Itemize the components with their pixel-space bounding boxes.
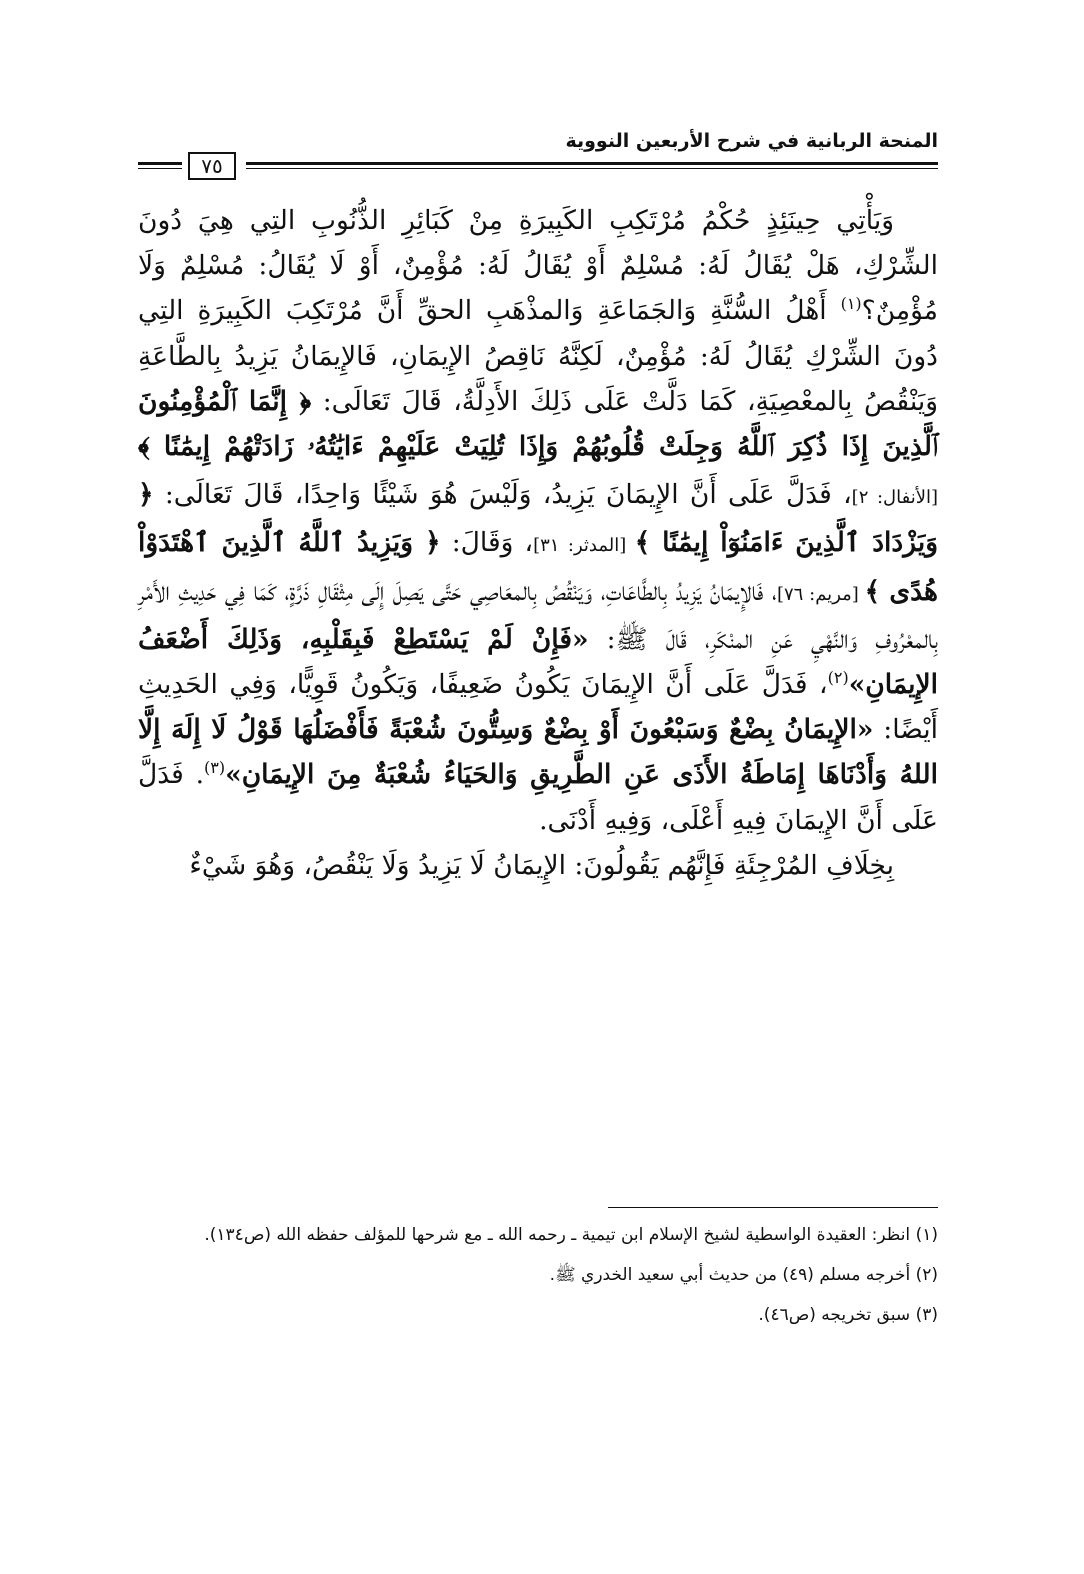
quran-reference-1: [الأنفال: ٢] — [851, 487, 938, 509]
footnote-marker-3: (٣) — [204, 758, 226, 778]
page-header — [138, 128, 938, 184]
text-segment: . فَدَلَّ عَلَى أَنَّ الإِيمَانَ فِيهِ أَعْلَى، وَفِيهِ أَدْنَى. — [138, 759, 938, 836]
footnote-number: (٣) — [915, 1305, 938, 1325]
footnote-text: انظر: العقيدة الواسطية لشيخ الإسلام ابن تيمية ـ رحمه الله ـ مع شرحها للمؤلف حفظه الله (ص١٣٤). — [204, 1225, 911, 1245]
quran-reference-3: [مريم: ٧٦] — [776, 583, 865, 605]
hadith-quote-1: «فَإِنْ لَمْ يَسْتَطِعْ فَبِقَلْبِهِ، وَذَلِكَ أَضْعَفُ الإِيمَانِ» — [138, 623, 938, 701]
text-segment: ، فَدَلَّ عَلَى أَنَّ الإِيمَانَ يَزِيدُ، وَلَيْسَ هُوَ شَيْئًا وَاحِدًا، قَالَ تَعَالَى: — [153, 479, 852, 511]
footnotes — [138, 1218, 938, 1338]
text-segment: ، وَقَالَ: — [440, 527, 534, 559]
footnote-number: (٢) — [915, 1265, 938, 1285]
text-segment: وَيَأْتِي حِينَئِذٍ حُكْمُ مُرْتَكِبِ الكَبِيرَةِ مِنْ كَبَائِرِ الذُّنُوبِ التِي هِيَ دُونَ الشِّرْكِ، هَلْ يُقَالُ لَهُ: مُسْلِمٌ أَوْ يُقَالُ لَهُ: مُؤْمِنٌ، أَوْ لَا يُقَالُ: مُسْلِمٌ وَلَا مُؤْمِنٌ؟ — [138, 205, 938, 327]
footnote-text: أخرجه مسلم (٤٩) من حديث أبي سعيد الخدري ﷺ. — [549, 1265, 911, 1285]
running-title: المنحة الربانية في شرح الأربعين النووية — [565, 130, 938, 152]
page-number: ٧٥ — [188, 152, 236, 180]
footnote-marker-2: (٢) — [827, 668, 849, 688]
header-rule-left — [138, 162, 182, 165]
footnote-3 — [138, 1298, 938, 1332]
header-rule-right-thin — [246, 168, 938, 169]
paragraph-1 — [138, 198, 938, 843]
footnote-separator — [608, 1207, 938, 1208]
quran-quote-3: ﴿ وَيَزِيدُ ٱللَّهُ ٱلَّذِينَ ٱهْتَدَوْاْ هُدًى ﴾ — [138, 527, 938, 607]
quran-quote-2: ﴿ وَيَزْدَادَ ٱلَّذِينَ ءَامَنُوٓاْ إِيمَٰنًا ﴾ — [138, 479, 938, 559]
quran-reference-2: [المدثر: ٣١] — [533, 535, 635, 557]
footnote-marker-1: (١) — [840, 294, 862, 314]
text-segment: أَهْلُ السُّنَّةِ وَالجَمَاعَةِ وَالمذْهَبِ الحقِّ أَنَّ مُرْتَكِبَ الكَبِيرَةِ التِي دُونَ الشِّرْكِ يُقَالُ لَهُ: مُؤْمِنٌ، لَكِنَّهُ نَاقِصُ الإِيمَانِ، فَالإِيمَانُ يَزِيدُ بِالطَّاعَةِ وَيَنْقُصُ بِالمعْصِيَةِ، كَمَا دَلَّتْ عَلَى ذَلِكَ الأَدِلَّةُ، قَالَ تَعَالَى: — [138, 295, 938, 417]
footnote-text: سبق تخريجه (ص٤٦). — [758, 1305, 911, 1325]
text-segment: ، فَالإِيمَانُ يَزِيدُ بِالطَّاعَاتِ، وَيَنْقُصُ بِالمعَاصِي حَتَّى يَصِلَ إِلَى مِثْقَالِ ذَرَّةٍ، كَمَا فِي حَدِيثِ الأَمْرِ بِالمعْرُوفِ وَالنَّهْيِ عَنِ المنْكَرِ، قَالَ ﷺ: — [138, 575, 938, 655]
quran-quote-1: ﴿ إِنَّمَا ٱلْمُؤْمِنُونَ ٱلَّذِينَ إِذَا ذُكِرَ ٱللَّهُ وَجِلَتْ قُلُوبُهُمْ وَإِذَا تُلِيَتْ عَلَيْهِمْ ءَايَٰتُهُۥ زَادَتْهُمْ إِيمَٰنًا ﴾ — [138, 385, 938, 463]
text-segment: ، فَدَلَّ عَلَى أَنَّ الإِيمَانَ يَكُونُ ضَعِيفًا، وَيَكُونُ قَوِيًّا، وَفِي الحَدِيثِ أَيْضًا: — [138, 669, 938, 746]
footnote-1 — [138, 1218, 938, 1252]
footnote-number: (١) — [915, 1225, 938, 1245]
hadith-quote-2: «الإِيمَانُ بِضْعٌ وَسَبْعُونَ أَوْ بِضْعٌ وَسِتُّونَ شُعْبَةً فَأَفْضَلُهَا قَوْلُ لَا إِلَهَ إِلَّا اللهُ وَأَدْنَاهَا إِمَاطَةُ الأَذَى عَنِ الطَّرِيقِ وَالحَيَاءُ شُعْبَةٌ مِنَ الإِيمَانِ» — [138, 714, 938, 791]
header-rule-right — [246, 162, 938, 165]
paragraph-2: بِخِلَافِ المُرْجِئَةِ فَإِنَّهُم يَقُولُونَ: الإِيمَانُ لَا يَزِيدُ وَلَا يَنْقُصُ، وَهُوَ شَيْءٌ — [189, 849, 894, 881]
main-text — [138, 198, 938, 888]
header-rule-left-thin — [138, 168, 182, 169]
footnote-2 — [138, 1258, 938, 1292]
